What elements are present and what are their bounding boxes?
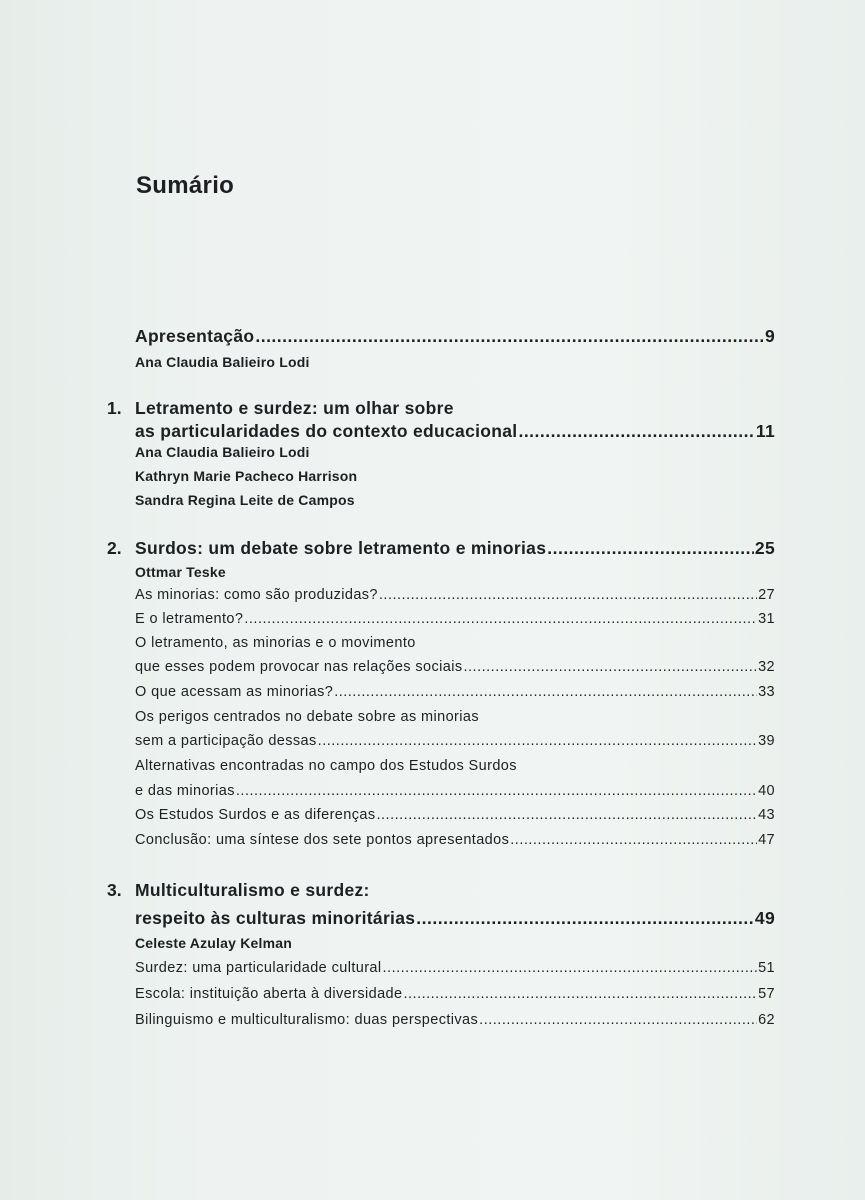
- toc-page-number: 47: [758, 832, 775, 848]
- toc-page-number: 32: [758, 659, 775, 675]
- section-title: e das minorias: [135, 783, 235, 799]
- section-title: Bilinguismo e multiculturalismo: duas perspectivas: [135, 1012, 479, 1028]
- section-title: Os perigos centrados no debate sobre as minorias: [135, 709, 480, 725]
- toc-author: Sandra Regina Leite de Campos: [135, 492, 355, 508]
- section-title: Conclusão: uma síntese dos sete pontos apresentados: [135, 832, 510, 848]
- toc-page-number: 51: [758, 960, 775, 976]
- toc-entry-intro[interactable]: [135, 326, 775, 347]
- leader-dots: [377, 807, 758, 823]
- toc-page-number: 57: [758, 986, 775, 1002]
- section-title: que esses podem provocar nas relações sociais: [135, 659, 463, 675]
- section-title: Alternativas encontradas no campo dos Estudos Surdos: [135, 758, 517, 774]
- toc-page-number: 31: [758, 611, 775, 627]
- toc-entry-title: Apresentação: [135, 326, 255, 346]
- chapter-title-line: as particularidades do contexto educacional: [135, 421, 518, 441]
- leader-dots: [244, 611, 757, 627]
- toc-page-number: 9: [764, 326, 775, 346]
- toc-entry-chapter-3[interactable]: [135, 908, 775, 929]
- chapter-number: 2.: [107, 538, 122, 558]
- toc-page-number: 40: [758, 783, 775, 799]
- chapter-title-line: Multiculturalismo e surdez:: [135, 880, 370, 900]
- page-title: Sumário: [136, 172, 235, 199]
- toc-page-number: 27: [758, 587, 775, 603]
- section-title: Os Estudos Surdos e as diferenças: [135, 807, 376, 823]
- chapter-title-line: respeito às culturas minoritárias: [135, 908, 416, 928]
- toc-section-entry[interactable]: [135, 659, 775, 675]
- toc-section-entry[interactable]: [135, 733, 775, 749]
- toc-section-entry[interactable]: [135, 986, 775, 1002]
- leader-dots: [383, 960, 758, 976]
- leader-dots: [510, 832, 757, 848]
- chapter-title-line: Surdos: um debate sobre letramento e minorias: [135, 538, 547, 558]
- toc-entry-chapter-2[interactable]: [135, 538, 775, 559]
- toc-section-entry[interactable]: [135, 783, 775, 799]
- toc-page-number: 43: [758, 807, 775, 823]
- toc-section-entry[interactable]: [135, 960, 775, 976]
- leader-dots: [255, 326, 764, 347]
- leader-dots: [318, 733, 757, 749]
- toc-page-number: 39: [758, 733, 775, 749]
- section-title: O letramento, as minorias e o movimento: [135, 635, 416, 651]
- leader-dots: [379, 587, 757, 603]
- leader-dots: [334, 684, 757, 700]
- chapter-title-line: Letramento e surdez: um olhar sobre: [135, 398, 454, 418]
- chapter-number: 3.: [107, 880, 122, 900]
- section-title: sem a participação dessas: [135, 733, 317, 749]
- toc-section-entry[interactable]: [135, 611, 775, 627]
- toc-section-entry[interactable]: [135, 587, 775, 603]
- leader-dots: [236, 783, 757, 799]
- toc-page-number: 33: [758, 684, 775, 700]
- leader-dots: [518, 421, 754, 442]
- leader-dots: [464, 659, 758, 675]
- leader-dots: [547, 538, 754, 559]
- toc-author: Celeste Azulay Kelman: [135, 935, 292, 951]
- toc-entry-chapter-1[interactable]: [135, 421, 775, 442]
- section-title: O que acessam as minorias?: [135, 684, 334, 700]
- toc-page-number: 25: [754, 538, 775, 558]
- toc-author: Ana Claudia Balieiro Lodi: [135, 354, 310, 370]
- chapter-number: 1.: [107, 398, 122, 418]
- toc-section-entry[interactable]: [135, 807, 775, 823]
- toc-page-number: 62: [758, 1012, 775, 1028]
- leader-dots: [479, 1012, 757, 1028]
- leader-dots: [416, 908, 754, 929]
- toc-author: Kathryn Marie Pacheco Harrison: [135, 468, 358, 484]
- toc-section-entry[interactable]: [135, 684, 775, 700]
- toc-section-entry[interactable]: [135, 832, 775, 848]
- toc-page-number: 49: [754, 908, 775, 928]
- section-title: As minorias: como são produzidas?: [135, 587, 378, 603]
- section-title: Escola: instituição aberta à diversidade: [135, 986, 403, 1002]
- toc-page-number: 11: [755, 421, 775, 441]
- toc-author: Ottmar Teske: [135, 564, 226, 580]
- toc-author: Ana Claudia Balieiro Lodi: [135, 444, 310, 460]
- toc-section-entry[interactable]: [135, 1012, 775, 1028]
- section-title: E o letramento?: [135, 611, 244, 627]
- section-title: Surdez: uma particularidade cultural: [135, 960, 382, 976]
- leader-dots: [403, 986, 757, 1002]
